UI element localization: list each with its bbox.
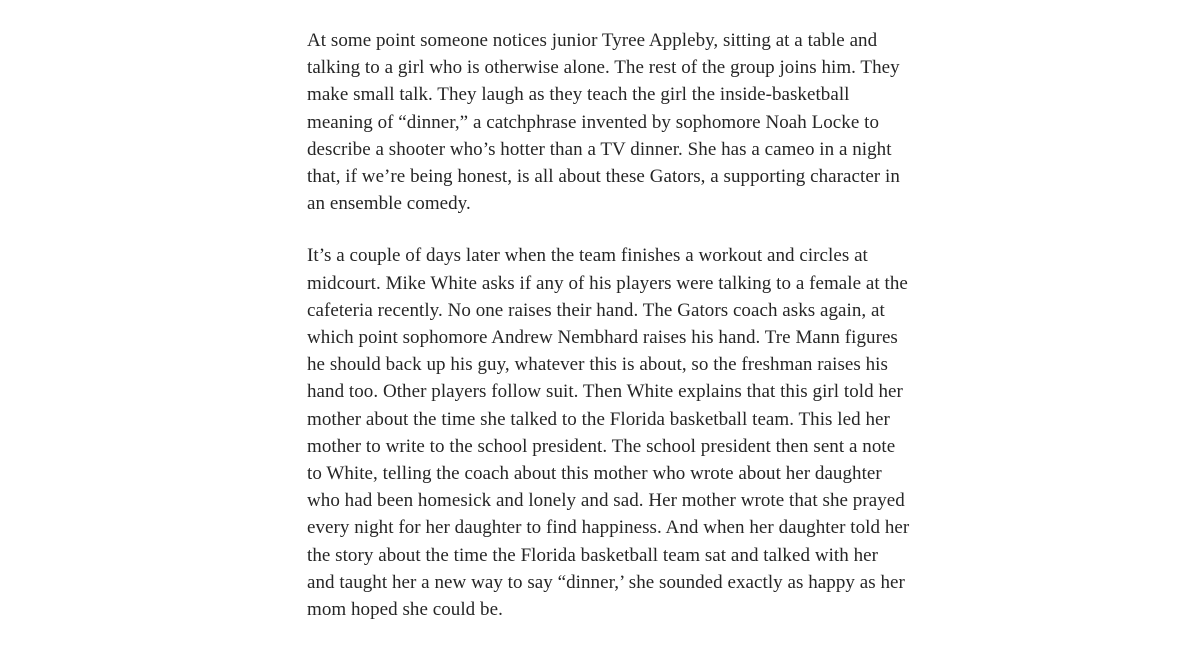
paragraph-line: cafeteria recently. No one raises their hand. The Gators coach asks again, at — [307, 299, 885, 321]
paragraph-line: an ensemble comedy. — [307, 193, 471, 215]
paragraph-line: that, if we’re being honest, is all about these Gators, a supporting character in — [307, 166, 900, 188]
paragraph-line: make small talk. They laugh as they teach the girl the inside-basketball — [307, 84, 850, 106]
paragraph-line: describe a shooter who’s hotter than a TV dinner. She has a cameo in a night — [307, 138, 892, 160]
paragraph-line: to White, telling the coach about this mother who wrote about her daughter — [307, 463, 882, 485]
paragraph-line: every night for her daughter to find happiness. And when her daughter told her — [307, 517, 910, 539]
paragraph-line: mother to write to the school president. The school president then sent a note — [307, 435, 896, 457]
paragraph-line: who had been homesick and lonely and sad. Her mother wrote that she prayed — [307, 490, 905, 512]
paragraph-line: meaning of “dinner,” a catchphrase invented by sophomore Noah Locke to — [307, 111, 880, 133]
paragraph-line: It’s a couple of days later when the team finishes a workout and circles at — [307, 245, 868, 267]
paragraph-line: which point sophomore Andrew Nembhard raises his hand. Tre Mann figures — [307, 327, 898, 349]
paragraph-line: At some point someone notices junior Tyree Appleby, sitting at a table and — [307, 30, 878, 51]
paragraph-line: talking to a girl who is otherwise alone. The rest of the group joins him. They — [307, 57, 900, 79]
paragraph-2 — [307, 242, 910, 623]
article-body — [307, 27, 910, 623]
paragraph-line: and taught her a new way to say “dinner,’ she sounded exactly as happy as her — [307, 571, 905, 593]
paragraph-line: mom hoped she could be. — [307, 599, 503, 621]
paragraph-1 — [307, 27, 907, 217]
paragraph-line: he should back up his guy, whatever this is about, so the freshman raises his — [307, 354, 888, 376]
paragraph-line: the story about the time the Florida basketball team sat and talked with her — [307, 544, 879, 566]
paragraph-line: mother about the time she talked to the Florida basketball team. This led her — [307, 408, 890, 430]
paragraph-line: midcourt. Mike White asks if any of his players were talking to a female at the — [307, 272, 908, 294]
paragraph-line: hand too. Other players follow suit. Then White explains that this girl told her — [307, 381, 903, 403]
